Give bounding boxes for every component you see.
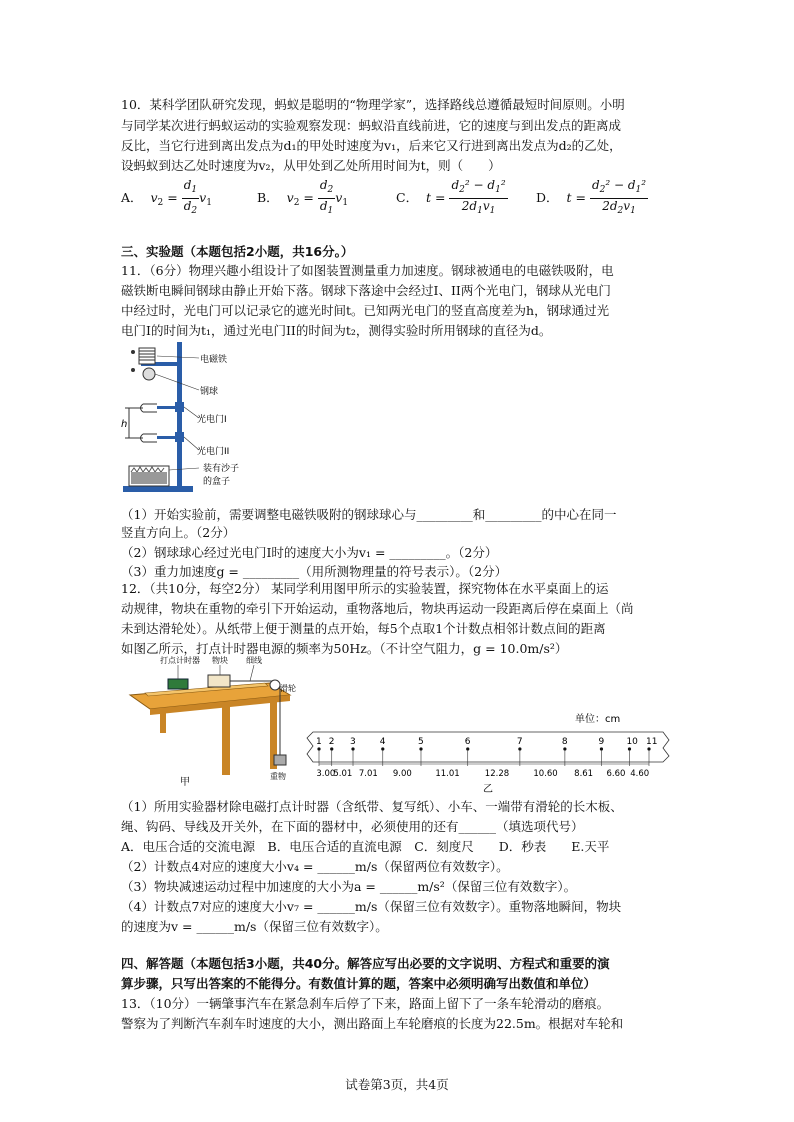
- q13-line2: 警察为了判断汽车刹车时速度的大小，测出路面上车轮磨痕的长度为22.5m。根据对车轮和: [121, 1016, 624, 1031]
- tape-point-label: 6: [464, 737, 471, 747]
- tape-point-label: 8: [561, 737, 568, 747]
- label-box-2: 的盒子: [203, 477, 231, 487]
- tape-distance-label: 10.60: [533, 769, 558, 779]
- q11-line1: 11．（6分）物理兴趣小组设计了如图装置测量重力加速度。钢球被通电的电磁铁吸附，电: [121, 263, 614, 278]
- stand-base: [123, 486, 193, 492]
- tape-distance-label: 4.60: [630, 769, 650, 779]
- tape-point-label: 5: [417, 737, 424, 747]
- tape-distance-label: 7.01: [358, 769, 378, 779]
- q12-part1a: （1）所用实验器材除电磁打点计时器（含纸带、复写纸）、小车、一端带有滑轮的长木板、: [121, 799, 623, 814]
- option-a: A． $v_2$ = $\frac{d_1}{d_2}$ $v_1$: [121, 178, 212, 216]
- section4-line2: 算步骤，只写出答案的不能得分。有数值计算的题，答案中必须明确写出数值和单位）: [121, 976, 597, 991]
- tape-point-label: 2: [328, 737, 335, 747]
- tape-outline: [307, 732, 669, 762]
- caption-jia: 甲: [180, 777, 190, 788]
- q11-line4: 电门I的时间为t₁，通过光电门II的时间为t₂，测得实验时所用钢球的直径为d。: [121, 323, 552, 338]
- pulley: [270, 680, 280, 690]
- q10-line2: 与同学某次进行蚂蚁运动的实验观察发现：蚂蚁沿直线前进，它的速度与到出发点的距离成: [121, 118, 622, 133]
- tape-point-label: 3: [350, 737, 356, 747]
- tape-point-label: 4: [379, 737, 386, 747]
- section4-line1: 四、解答题（本题包括3小题，共40分。解答应写出必要的文字说明、方程式和重要的演: [121, 956, 610, 971]
- tape-distance-label: 9.00: [392, 769, 412, 779]
- h-label: h: [121, 419, 128, 430]
- q11-line2: 磁铁断电瞬间钢球由静止开始下落。钢球下落途中会经过I、II两个光电门，钢球从光电门: [121, 283, 611, 298]
- q12-line4: 如图乙所示，打点计时器电源的频率为50Hz。（不计空气阻力，g = 10.0m/s²）: [121, 641, 568, 656]
- tape-unit: 单位：cm: [575, 714, 621, 725]
- q12-part4a: （4）计数点7对应的速度大小v₇ = ______m/s（保留三位有效数字）。重物落地瞬间，物块: [121, 899, 622, 914]
- q11-part2: （2）钢球球心经过光电门I时的速度大小为v₁ = _________。（2分）: [121, 545, 498, 560]
- q10-line3: 反比，当它行进到离出发点为d₁的甲处时速度为v₁，后来它又行进到离出发点为d₂的乙处，: [121, 138, 622, 153]
- option-c: C． t = $\frac{d_2^2 - d_1^2}{2d_1v_1}$: [396, 178, 506, 216]
- figure-jia: [120, 655, 300, 790]
- label-gate-1: 光电门I: [197, 415, 227, 425]
- photogate-1: [175, 402, 184, 412]
- q12-choices: A．电压合适的交流电源 B．电压合适的直流电源 C．刻度尺 D．秒表 E.天平: [121, 839, 610, 854]
- q10-line1: 10．某科学团队研究发现，蚂蚁是聪明的“物理学家”，选择路线总遵循最短时间原则。小明: [121, 97, 625, 112]
- q12-line1: 12．（共10分，每空2分） 某同学利用图甲所示的实验装置，探究物体在水平桌面上的运: [121, 581, 609, 596]
- gravity-apparatus-figure: [115, 340, 255, 500]
- figure-yi-tape: [305, 710, 675, 795]
- label-timer: 打点计时器: [160, 656, 200, 665]
- tape-point-label: 10: [626, 737, 638, 747]
- label-gate-2: 光电门II: [197, 447, 230, 457]
- label-pulley: 滑轮: [280, 684, 296, 693]
- label-steel-ball: 钢球: [200, 387, 219, 397]
- q12-part2: （2）计数点4对应的速度大小v₄ = ______m/s（保留两位有效数字）。: [121, 859, 509, 874]
- q13-line1: 13．（10分）一辆肇事汽车在紧急刹车后停了下来，路面上留下了一条车轮滑动的磨痕。: [121, 996, 610, 1011]
- q12-part3: （3）物块减速运动过程中加速度的大小为a = ______m/s²（保留三位有效数字）。: [121, 879, 577, 894]
- q11-line3: 中经过时，光电门可以记录它的遮光时间t。已知两光电门的竖直高度差为h，钢球通过光: [121, 303, 610, 318]
- tape-distance-label: 3.00: [316, 769, 336, 779]
- label-block: 物块: [212, 656, 228, 665]
- weight: [274, 755, 286, 765]
- q12-part1b: 绳、钩码、导线及开关外，在下面的器材中，必须使用的还有______（填选项代号）: [121, 819, 584, 834]
- tape-distance-label: 5.01: [333, 769, 353, 779]
- caption-yi: 乙: [483, 784, 493, 795]
- tape-distance-label: 11.01: [435, 769, 460, 779]
- steel-ball: [143, 368, 155, 380]
- tape-distance-label: 6.60: [606, 769, 626, 779]
- tape-point-label: 7: [516, 737, 523, 747]
- tape-point-label: 9: [598, 737, 605, 747]
- tape-point-label: 1: [316, 737, 322, 747]
- q11-part1b: 竖直方向上。（2分）: [121, 525, 236, 540]
- q11-part3: （3）重力加速度g = _________（用所测物理量的符号表示）。（2分）: [121, 564, 508, 579]
- option-b: B． $v_2$ = $\frac{d_2}{d_1}$ $v_1$: [257, 178, 349, 216]
- option-d: D． t = $\frac{d_2^2 - d_1^2}{2d_2v_1}$: [536, 178, 647, 216]
- q10-line4: 设蚂蚁到达乙处时速度为v₂，从甲处到乙处所用时间为t，则（ ）: [121, 158, 501, 173]
- label-weight: 重物: [270, 772, 286, 781]
- timer: [168, 679, 188, 689]
- q12-part4b: 的速度为v = ______m/s（保留三位有效数字）。: [121, 919, 388, 934]
- tape-distance-label: 8.61: [574, 769, 594, 779]
- tape-distance-label: 12.28: [484, 769, 510, 779]
- q11-part1a: （1）开始实验前，需要调整电磁铁吸附的钢球球心与_________和_________的中心在同一: [121, 507, 617, 522]
- electromagnet: [139, 348, 155, 364]
- label-electromagnet: 电磁铁: [200, 355, 228, 365]
- q12-line2: 动规律，物块在重物的牵引下开始运动，重物落地后，物块再运动一段距离后停在桌面上（尚: [121, 601, 634, 616]
- tape-point-label: 11: [646, 737, 658, 747]
- q12-line3: 未到达滑轮处）。从纸带上便于测量的点开始，每5个点取1个计数点相邻计数点间的距离: [121, 621, 606, 636]
- page-footer: 试卷第3页，共4页: [345, 1077, 449, 1092]
- block: [208, 675, 230, 687]
- section3-title: 三、实验题（本题包括2小题，共16分。）: [121, 244, 354, 259]
- label-string: 细线: [246, 656, 262, 665]
- label-box-1: 装有沙子: [203, 464, 240, 474]
- photogate-2: [175, 432, 184, 442]
